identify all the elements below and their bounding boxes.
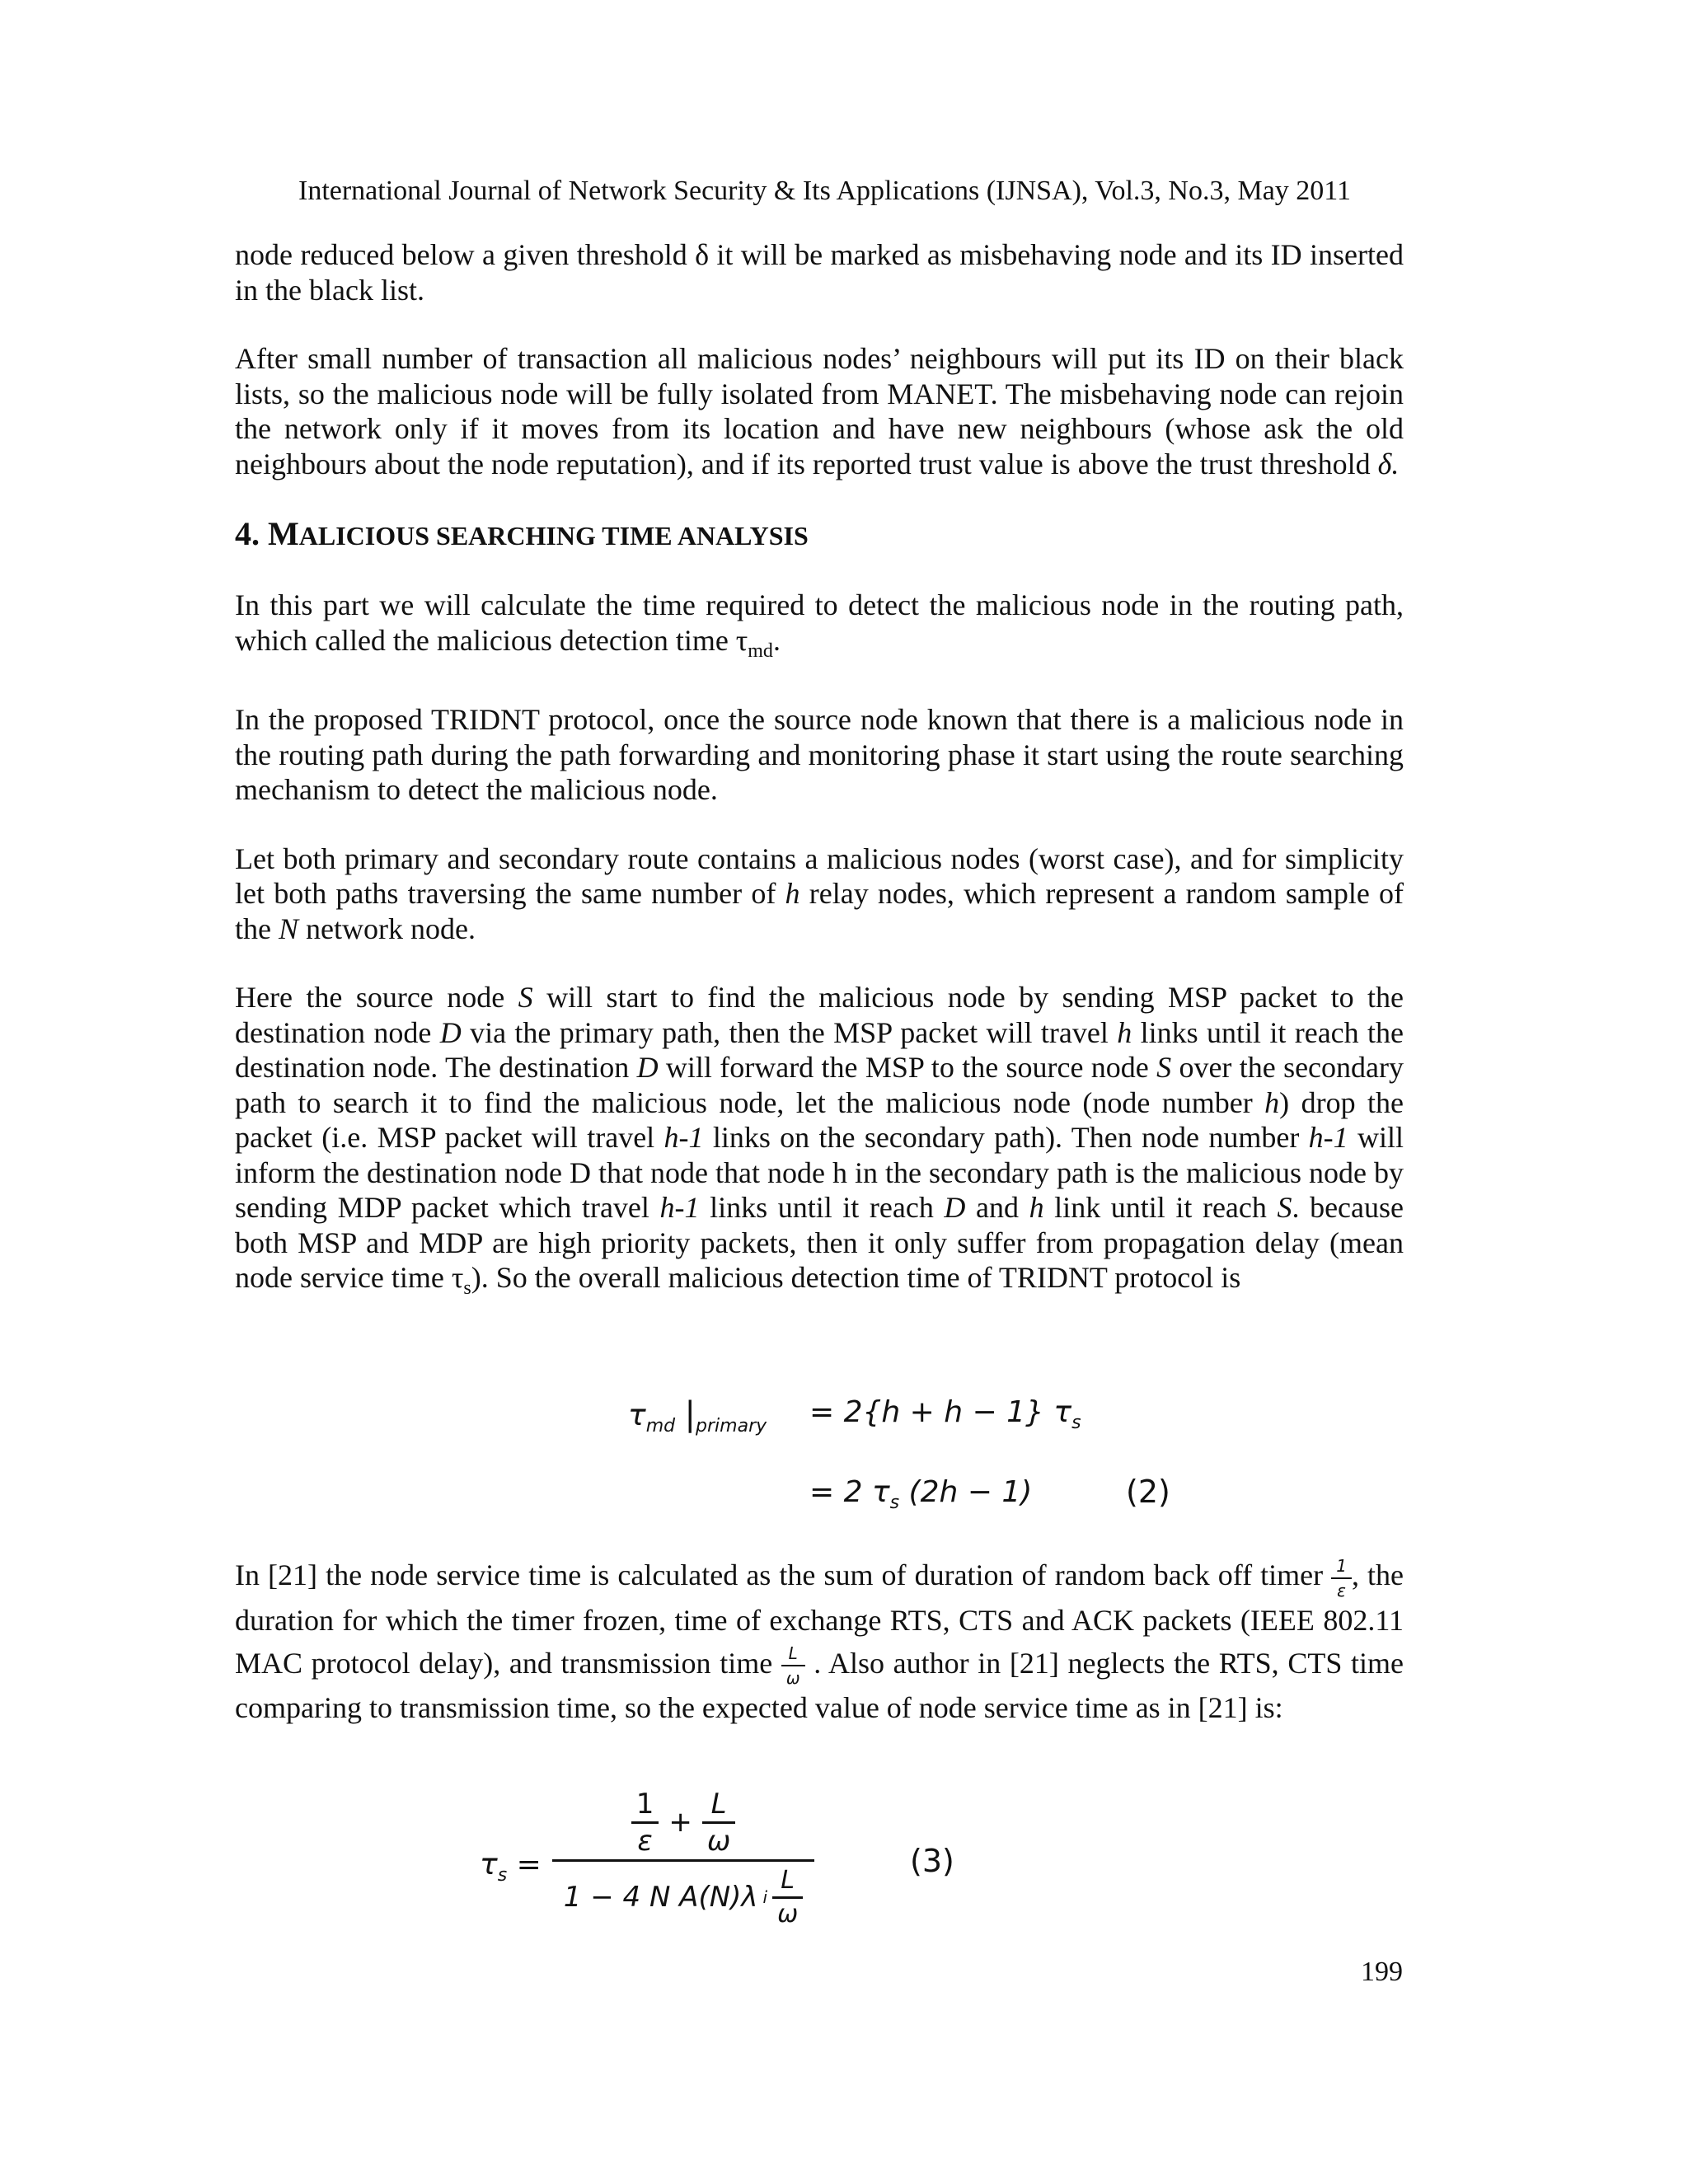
eq2-bar: | xyxy=(684,1395,696,1433)
p6-d: links until it reach the destination node. The destination xyxy=(235,1015,1404,1084)
p6-D1: D xyxy=(439,1015,462,1049)
eq3-main-fraction xyxy=(552,1788,814,1933)
backoff-fraction-num: 1 xyxy=(1336,1555,1347,1576)
p6-k: and xyxy=(965,1191,1029,1224)
p6-S3: S xyxy=(1277,1191,1292,1224)
tau-s-subscript: s xyxy=(463,1277,471,1299)
p5-a: Let both primary and secondary route contains a malicious nodes (worst case), and for simplicity let both paths traversing the same number of xyxy=(235,841,1404,910)
p6-j: links until it reach xyxy=(699,1191,945,1224)
section-title-rest: ALICIOUS SEARCHING TIME ANALYSIS xyxy=(298,521,809,551)
p6-h3: h-1 xyxy=(663,1121,704,1154)
eq2-rhs1: = 2{h + h − 1} τ xyxy=(809,1395,1072,1429)
body-text-lower xyxy=(235,1554,1404,1763)
eq2-rhs2-sub: s xyxy=(889,1493,900,1513)
p6-e: will forward the MSP to the source node xyxy=(658,1051,1157,1084)
transmission-fraction-den: ω xyxy=(781,1665,805,1686)
eq3-equals: = xyxy=(516,1848,542,1882)
backoff-fraction xyxy=(1331,1555,1352,1601)
paragraph-3-end: . xyxy=(772,623,781,657)
eq3-tau-sub: s xyxy=(497,1865,508,1886)
transmission-fraction-num: L xyxy=(788,1643,798,1664)
equation-2-line-1 xyxy=(628,1395,767,1436)
eq3-den-frac xyxy=(772,1865,803,1929)
p6-i: will inform the destination node D that node that node h in the secondary path is the malicious node by sending MDP packet which travel xyxy=(235,1121,1404,1224)
eq3-num-a: 1 xyxy=(635,1787,654,1821)
p5-c: network node. xyxy=(298,912,476,945)
eq2-bar-sub: primary xyxy=(696,1416,767,1436)
equation-3 xyxy=(480,1788,1057,1937)
eq2-lhs: τ xyxy=(628,1399,646,1432)
eq3-tau: τ xyxy=(480,1848,498,1882)
p6-S1: S xyxy=(518,981,533,1014)
p6-m: . because both MSP and MDP are high priority packets, then it only suffer from propagation delay (mean node service time τ xyxy=(235,1191,1404,1294)
paragraph-7 xyxy=(235,1554,1404,1729)
p7-a: In [21] the node service time is calculated as the sum of duration of random back off timer xyxy=(235,1558,1332,1591)
p6-l: link until it reach xyxy=(1043,1191,1278,1224)
p5-N: N xyxy=(278,912,298,945)
p6-b: will start to find the malicious node by sending MSP packet to the destination node xyxy=(235,981,1404,1049)
paragraph-2 xyxy=(235,341,1404,481)
p6-h5: h-1 xyxy=(659,1191,700,1224)
eq3-num-a-den: ε xyxy=(631,1821,659,1855)
p6-h1: h xyxy=(1117,1015,1132,1049)
p6-S2: S xyxy=(1156,1051,1172,1084)
paragraph-6 xyxy=(235,980,1404,1306)
paragraph-4: In the proposed TRIDNT protocol, once the source node known that there is a malicious node in the routing path during the path forwarding and monitoring phase it start using the route searching mechanism to detect the malicious node. xyxy=(235,703,1404,806)
eq3-den-frac-num: L xyxy=(781,1865,795,1895)
p6-h6: h xyxy=(1029,1191,1044,1224)
eq3-num-b: L xyxy=(710,1787,727,1821)
equation-2-number: (2) xyxy=(1126,1474,1170,1510)
paragraph-5 xyxy=(235,841,1404,947)
p6-c: via the primary path, then the MSP packet will travel xyxy=(461,1015,1118,1049)
paragraph-2-text: After small number of transaction all malicious nodes’ neighbours will put its ID on their black lists, so the malicious node will be fully isolated from MANET. The misbehaving node can rejoin the network only if it moves from its location and have new neighbours (whose ask the old neighbours about the node reputation), and if its reported trust value is above the trust threshold xyxy=(235,342,1404,480)
p6-g: ) drop the packet (i.e. MSP packet will travel xyxy=(235,1085,1404,1154)
paragraph-3-text: In this part we will calculate the time required to detect the malicious node in the routing path, which called the malicious detection time τ xyxy=(235,588,1404,657)
p6-f: over the secondary path to search it to find the malicious node, let the malicious node (node number xyxy=(235,1051,1404,1119)
p6-h4: h-1 xyxy=(1308,1121,1348,1154)
eq3-denominator xyxy=(552,1862,814,1933)
eq3-num-b-den: ω xyxy=(702,1821,735,1855)
eq3-lhs xyxy=(480,1848,542,1886)
eq2-rhs1-sub: s xyxy=(1071,1413,1081,1433)
eq3-num-frac-b xyxy=(702,1787,735,1858)
p6-hh: links on the secondary path). Then node number xyxy=(703,1121,1309,1154)
threshold-symbol: δ. xyxy=(1377,447,1400,480)
p6-n: ). So the overall malicious detection time of TRIDNT protocol is xyxy=(471,1261,1241,1294)
p6-h2: h xyxy=(1264,1085,1280,1119)
eq3-plus: + xyxy=(668,1806,692,1839)
paragraph-1: node reduced below a given threshold δ it will be marked as misbehaving node and its ID inserted in the black list. xyxy=(235,238,1404,307)
p7-c: . Also author in [21] neglects the RTS, CTS time comparing to transmission time, so the expected value of node service time as in [21] is: xyxy=(235,1646,1404,1725)
equation-2-rhs-2 xyxy=(809,1475,1032,1513)
page-number: 199 xyxy=(1361,1957,1403,1987)
eq2-lhs-sub: md xyxy=(645,1416,676,1436)
backoff-fraction-den: ε xyxy=(1331,1577,1352,1599)
p6-a: Here the source node xyxy=(235,981,518,1014)
eq2-rhs2-b: (2h − 1) xyxy=(899,1475,1033,1509)
p7-b: , the duration for which the timer frozen, time of exchange RTS, CTS and ACK packets (IEEE 802.11 MAC protocol delay), and transmission time xyxy=(235,1558,1404,1680)
equation-3-number: (3) xyxy=(910,1843,954,1879)
eq3-num-frac-a xyxy=(631,1787,659,1858)
equation-2-rhs-1 xyxy=(809,1395,1081,1433)
eq3-den-text: 1 − 4 N A(N)λ xyxy=(563,1881,758,1914)
paragraph-3 xyxy=(235,588,1404,668)
p5-b: relay nodes, which represent a random sample of the xyxy=(235,877,1404,945)
p6-D2: D xyxy=(636,1051,659,1084)
eq3-den-frac-den: ω xyxy=(772,1896,803,1927)
section-heading xyxy=(235,515,1404,555)
eq3-numerator xyxy=(552,1788,814,1856)
tau-md-subscript: md xyxy=(748,640,773,662)
transmission-fraction xyxy=(781,1643,805,1689)
running-head: International Journal of Network Security & Its Applications (IJNSA), Vol.3, No.3, May 2011 xyxy=(298,176,1352,206)
eq3-den-sub: i xyxy=(762,1887,768,1907)
section-number: 4. xyxy=(235,515,260,552)
p5-h: h xyxy=(785,877,800,910)
p6-D3: D xyxy=(944,1191,966,1224)
eq2-rhs2-a: = 2 τ xyxy=(809,1475,890,1509)
section-title-initial: M xyxy=(268,515,299,552)
body-text-upper xyxy=(235,237,1404,1340)
